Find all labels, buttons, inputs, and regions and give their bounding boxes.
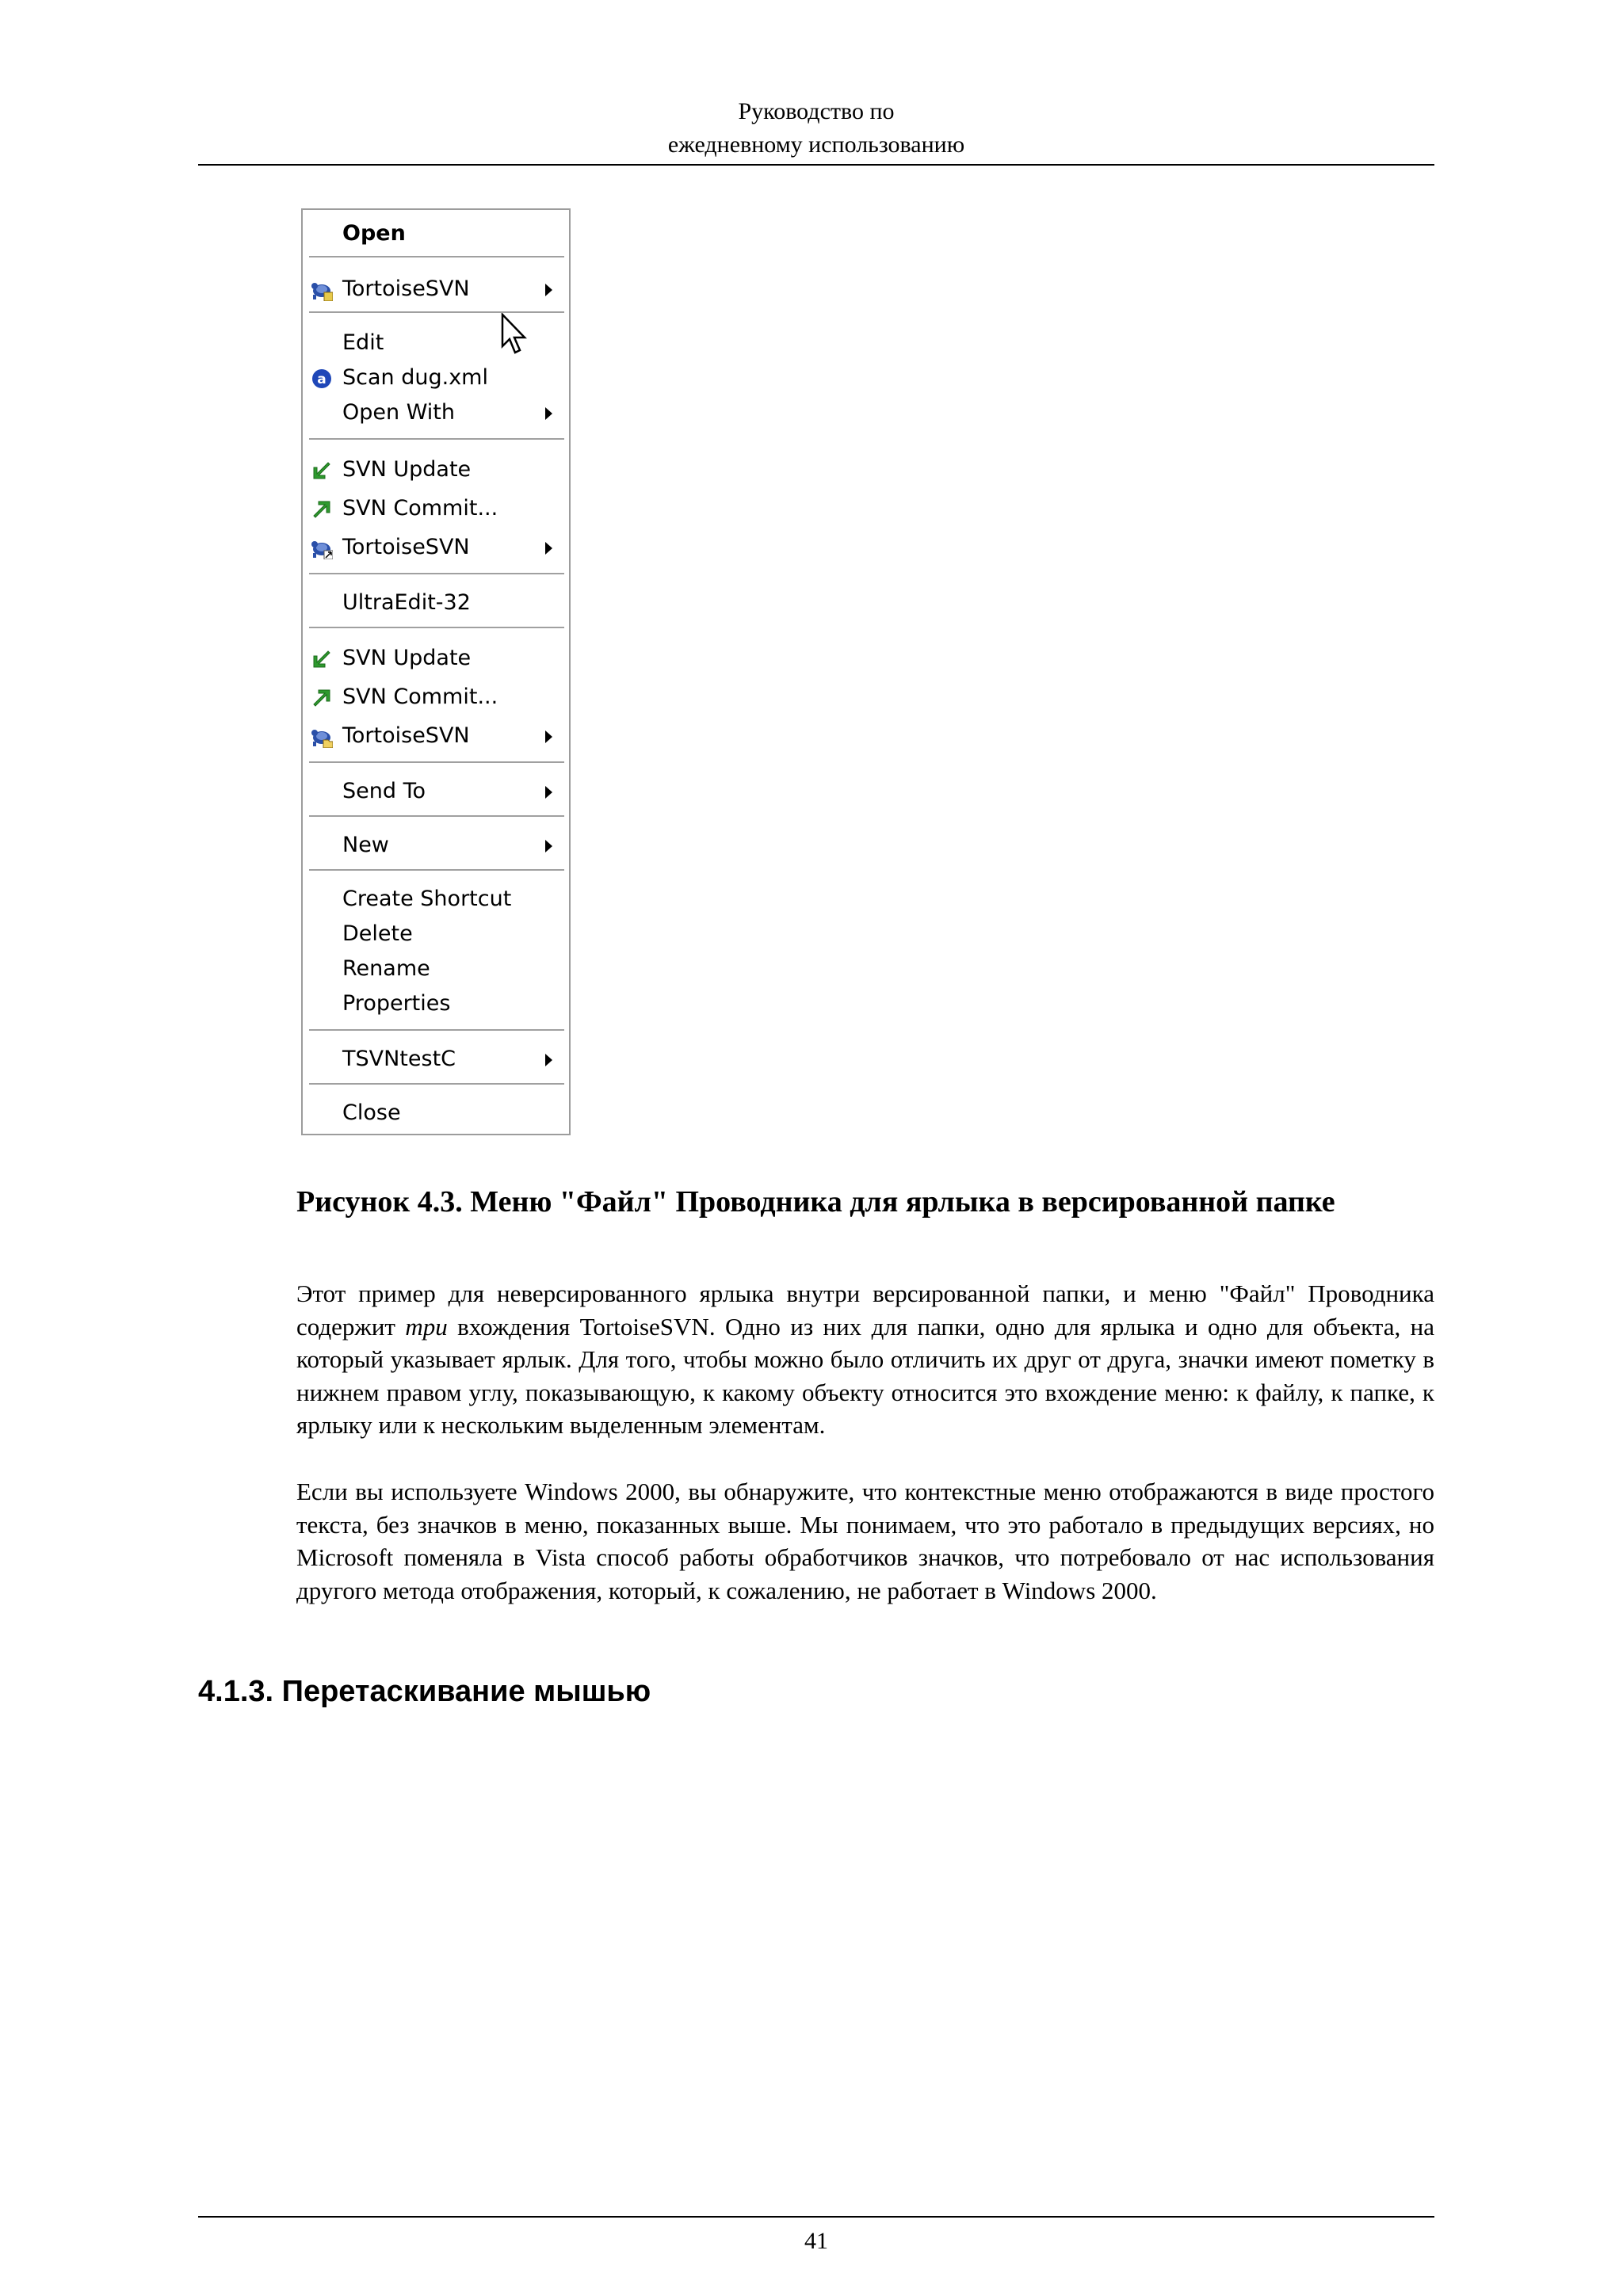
section-heading: 4.1.3. Перетаскивание мышью xyxy=(198,1675,651,1708)
submenu-arrow-icon xyxy=(545,1054,552,1066)
menu-item-label: Create Shortcut xyxy=(342,887,512,911)
svn-commit-icon xyxy=(311,687,333,709)
menu-item-label: Open xyxy=(342,221,406,246)
menu-item-label: Delete xyxy=(342,921,413,946)
submenu-arrow-icon xyxy=(545,284,552,296)
svn-update-icon xyxy=(311,648,333,670)
menu-item-tsvntestc[interactable] xyxy=(303,1043,569,1075)
menu-item-svn-update-1[interactable] xyxy=(303,454,569,486)
body-paragraph-1 xyxy=(296,1277,1434,1442)
menu-item-svn-update-2[interactable] xyxy=(303,643,569,674)
menu-item-new[interactable] xyxy=(303,830,569,861)
menu-item-label: Scan dug.xml xyxy=(342,365,488,390)
menu-item-label: Open With xyxy=(342,400,456,425)
svn-commit-icon xyxy=(311,498,333,521)
running-header-line1: Руководство по xyxy=(738,98,895,124)
menu-item-label: TortoiseSVN xyxy=(342,723,470,748)
menu-item-label: UltraEdit-32 xyxy=(342,590,471,615)
paragraph-text: вхождения TortoiseSVN. Одно из них для папки, одно для ярлыка и одно для объекта, на который указывает ярлык. Для того, чтобы можно было отличить их друг от друга, значки имеют пометку в нижнем правом углу, показывающую, к какому объекту относится это вхождение меню: к файлу, к папке, к ярлыку или к нескольким выделенным элементам. xyxy=(296,1312,1434,1439)
menu-item-tortoisesvn-target[interactable] xyxy=(303,720,569,752)
menu-item-svn-commit-1[interactable] xyxy=(303,493,569,524)
menu-item-send-to[interactable] xyxy=(303,776,569,807)
submenu-arrow-icon xyxy=(545,840,552,852)
svg-text:a: a xyxy=(317,372,327,387)
menu-item-label: SVN Commit... xyxy=(342,496,498,521)
submenu-arrow-icon xyxy=(545,730,552,743)
emphasis-text: три xyxy=(405,1312,448,1341)
submenu-arrow-icon xyxy=(545,407,552,420)
menu-separator xyxy=(309,256,564,258)
menu-item-create-shortcut[interactable] xyxy=(303,883,569,915)
menu-item-svn-commit-2[interactable] xyxy=(303,681,569,713)
menu-item-properties[interactable] xyxy=(303,988,569,1020)
svn-update-icon xyxy=(311,460,333,482)
tortoisesvn-icon xyxy=(311,537,333,559)
tortoisesvn-icon xyxy=(311,279,333,301)
antivirus-scan-icon xyxy=(311,368,333,390)
running-header xyxy=(198,95,1434,162)
tortoisesvn-icon xyxy=(311,726,333,748)
figure-caption: Рисунок 4.3. Меню "Файл" Проводника для ярлыка в версированной папке xyxy=(296,1185,1335,1219)
menu-separator xyxy=(309,815,564,818)
body-paragraph-2: Если вы используете Windows 2000, вы обнаружите, что контекстные меню отображаются в виде простого текста, без значков в меню, показанных выше. Мы понимаем, что это работало в предыдущих версиях, но Microsoft поменяла в Vista способ работы обработчиков значков, что потребовало от нас использования другого метода отображения, который, к сожалению, не работает в Windows 2000. xyxy=(296,1478,1434,1604)
menu-item-tortoisesvn-shortcut[interactable] xyxy=(303,532,569,563)
menu-separator xyxy=(309,627,564,629)
explorer-context-menu xyxy=(301,208,571,1135)
paragraph-text: Этот пример для неверсированного ярлыка внутри версированной папки, и меню "Файл" Проводника содержит xyxy=(296,1280,1434,1341)
footer-rule xyxy=(198,2216,1434,2218)
submenu-arrow-icon xyxy=(545,786,552,799)
menu-item-label: TortoiseSVN xyxy=(342,277,470,301)
menu-separator xyxy=(309,1029,564,1032)
menu-item-label: TSVNtestC xyxy=(342,1047,456,1071)
mouse-pointer-icon xyxy=(501,313,529,357)
menu-item-label: SVN Commit... xyxy=(342,685,498,709)
menu-separator xyxy=(309,869,564,871)
menu-item-scan[interactable] xyxy=(303,362,569,394)
menu-item-label: TortoiseSVN xyxy=(342,535,470,559)
menu-item-tortoisesvn-folder[interactable] xyxy=(303,273,569,305)
submenu-arrow-icon xyxy=(545,542,552,555)
menu-item-label: Close xyxy=(342,1100,401,1125)
menu-item-open[interactable] xyxy=(303,218,569,250)
menu-item-label: Properties xyxy=(342,991,451,1016)
menu-item-close[interactable] xyxy=(303,1097,569,1129)
header-rule xyxy=(198,164,1434,166)
running-header-line2: ежедневному использованию xyxy=(667,132,965,158)
menu-item-delete[interactable] xyxy=(303,918,569,950)
menu-item-open-with[interactable] xyxy=(303,397,569,429)
menu-separator xyxy=(309,761,564,764)
menu-item-label: Send To xyxy=(342,779,426,803)
menu-separator xyxy=(309,1083,564,1085)
menu-item-label: New xyxy=(342,833,389,857)
menu-item-label: SVN Update xyxy=(342,457,472,482)
menu-item-label: Rename xyxy=(342,956,430,981)
menu-item-rename[interactable] xyxy=(303,953,569,985)
menu-item-ultraedit[interactable] xyxy=(303,587,569,619)
menu-separator xyxy=(309,573,564,575)
page-number: 41 xyxy=(804,2228,828,2254)
menu-item-label: SVN Update xyxy=(342,646,472,670)
menu-item-label: Edit xyxy=(342,330,384,355)
menu-separator xyxy=(309,438,564,441)
